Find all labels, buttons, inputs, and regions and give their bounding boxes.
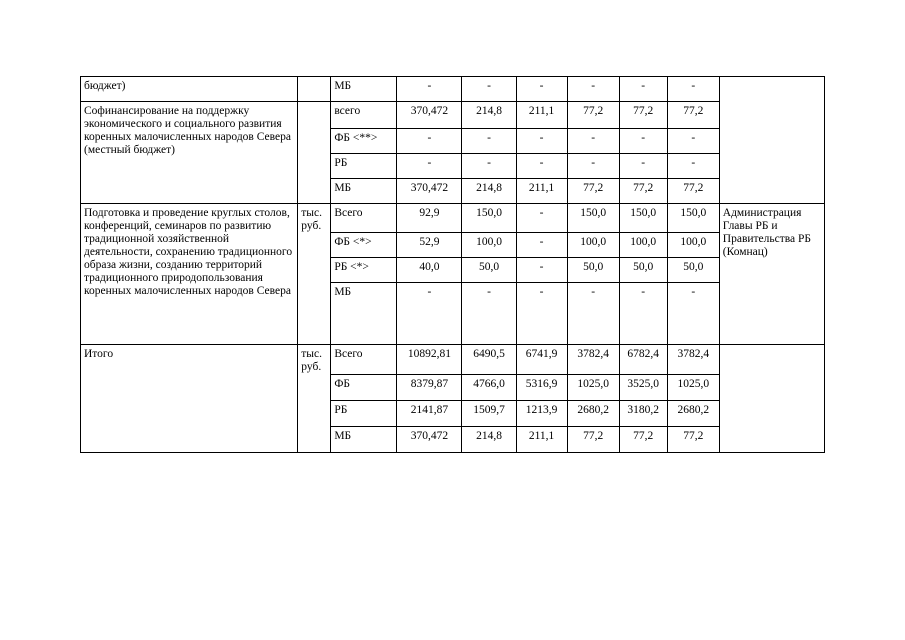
funding-source-cell: Всего [331,204,397,233]
value-cell: - [667,154,719,179]
value-cell: - [397,154,462,179]
value-cell: 211,1 [516,179,567,204]
value-cell: 150,0 [667,204,719,233]
value-cell: 50,0 [667,258,719,283]
executor-cell [719,345,824,453]
value-cell: 77,2 [567,427,619,453]
value-cell: - [462,283,516,345]
value-cell: - [516,129,567,154]
value-cell: 100,0 [567,233,619,258]
value-cell: - [619,129,667,154]
value-cell: 2141,87 [397,401,462,427]
value-cell: - [462,154,516,179]
unit-cell [298,77,331,102]
value-cell: - [397,129,462,154]
value-cell: - [567,129,619,154]
value-cell: - [516,233,567,258]
funding-source-cell: МБ [331,179,397,204]
row-label: Итого [81,345,298,453]
table-row [81,204,825,233]
table-row [81,77,825,102]
value-cell: 100,0 [462,233,516,258]
value-cell: - [516,283,567,345]
executor-cell: Администрация Главы РБ и Правительства РБ (Комнац) [719,204,824,345]
table-row [81,102,825,129]
table-body [81,77,825,453]
row-label: бюджет) [81,77,298,102]
funding-source-cell: ФБ [331,375,397,401]
value-cell: - [516,204,567,233]
value-cell: 150,0 [567,204,619,233]
value-cell: 8379,87 [397,375,462,401]
row-label: Софинансирование на поддержку экономического и социального развития коренных малочисленных народов Севера (местный бюджет) [81,102,298,204]
funding-source-cell: МБ [331,427,397,453]
value-cell: 6490,5 [462,345,516,375]
funding-source-cell: Всего [331,345,397,375]
value-cell: 214,8 [462,179,516,204]
budget-table [80,76,825,453]
value-cell: 3782,4 [667,345,719,375]
value-cell: 3782,4 [567,345,619,375]
unit-cell: тыс. руб. [298,345,331,453]
funding-source-cell: ФБ <**> [331,129,397,154]
value-cell: - [667,283,719,345]
value-cell: - [516,154,567,179]
value-cell: 77,2 [667,427,719,453]
value-cell: 211,1 [516,427,567,453]
unit-cell: тыс. руб. [298,204,331,345]
value-cell: 150,0 [619,204,667,233]
value-cell: 370,472 [397,427,462,453]
value-cell: 6782,4 [619,345,667,375]
value-cell: 50,0 [619,258,667,283]
value-cell: 1213,9 [516,401,567,427]
value-cell: - [567,283,619,345]
value-cell: 2680,2 [567,401,619,427]
value-cell: - [516,258,567,283]
value-cell: - [567,154,619,179]
funding-source-cell: ФБ <*> [331,233,397,258]
value-cell: 211,1 [516,102,567,129]
value-cell: 10892,81 [397,345,462,375]
value-cell: 4766,0 [462,375,516,401]
value-cell: 370,472 [397,102,462,129]
value-cell: 50,0 [567,258,619,283]
value-cell: - [397,77,462,102]
value-cell: 2680,2 [667,401,719,427]
value-cell: 40,0 [397,258,462,283]
funding-source-cell: РБ [331,154,397,179]
executor-cell [719,77,824,204]
table-row [81,345,825,375]
row-label: Подготовка и проведение круглых столов, конференций, семинаров по развитию традиционной хозяйственной деятельности, сохранению традиционного образа жизни, созданию территорий традиционного природопользования коренных малочисленных народов Севера [81,204,298,345]
funding-source-cell: всего [331,102,397,129]
value-cell: 77,2 [567,102,619,129]
value-cell: 77,2 [667,179,719,204]
value-cell: - [619,283,667,345]
value-cell: 3525,0 [619,375,667,401]
value-cell: 100,0 [619,233,667,258]
value-cell: 1025,0 [567,375,619,401]
funding-source-cell: РБ [331,401,397,427]
value-cell: 1025,0 [667,375,719,401]
value-cell: 214,8 [462,102,516,129]
value-cell: 6741,9 [516,345,567,375]
value-cell: - [462,77,516,102]
value-cell: - [462,129,516,154]
value-cell: - [567,77,619,102]
value-cell: 77,2 [619,102,667,129]
value-cell: - [397,283,462,345]
value-cell: 50,0 [462,258,516,283]
value-cell: - [619,154,667,179]
value-cell: 92,9 [397,204,462,233]
value-cell: 1509,7 [462,401,516,427]
value-cell: 52,9 [397,233,462,258]
value-cell: 370,472 [397,179,462,204]
funding-source-cell: МБ [331,77,397,102]
unit-cell [298,102,331,204]
value-cell: 77,2 [567,179,619,204]
value-cell: 77,2 [619,179,667,204]
value-cell: - [667,77,719,102]
value-cell: 3180,2 [619,401,667,427]
value-cell: 150,0 [462,204,516,233]
value-cell: 5316,9 [516,375,567,401]
value-cell: - [516,77,567,102]
value-cell: 214,8 [462,427,516,453]
value-cell: - [667,129,719,154]
value-cell: 77,2 [667,102,719,129]
funding-source-cell: РБ <*> [331,258,397,283]
value-cell: - [619,77,667,102]
value-cell: 77,2 [619,427,667,453]
funding-source-cell: МБ [331,283,397,345]
value-cell: 100,0 [667,233,719,258]
